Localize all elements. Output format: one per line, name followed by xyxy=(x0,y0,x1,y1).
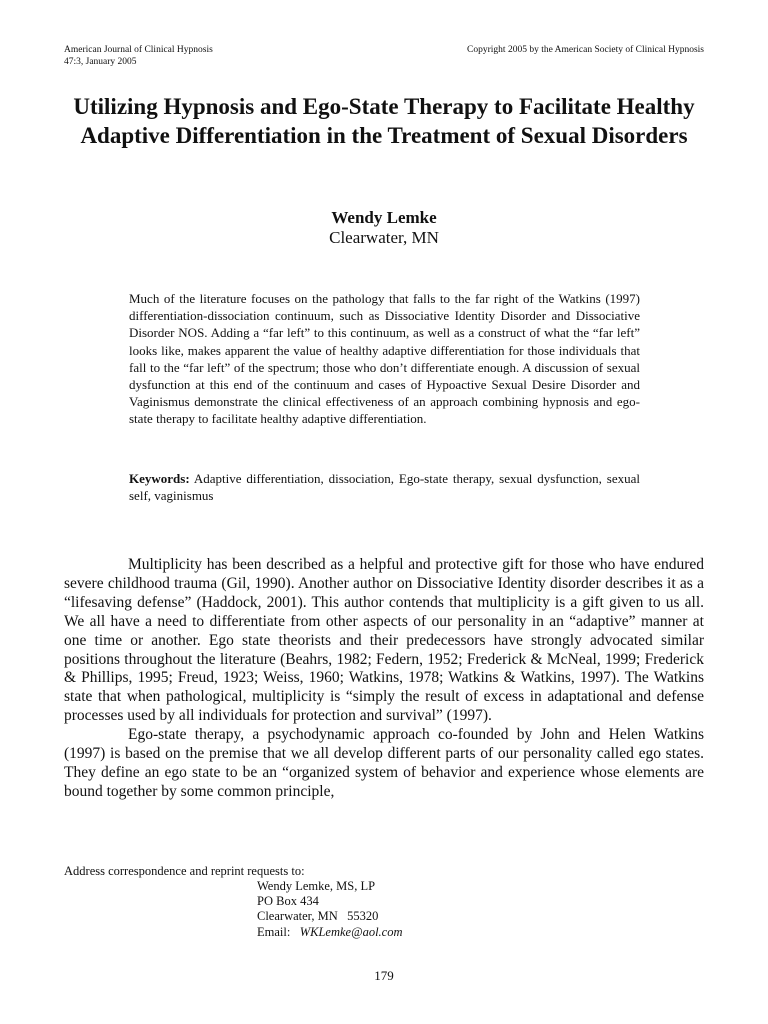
journal-header xyxy=(64,44,213,68)
copyright-notice: Copyright 2005 by the American Society of Clinical Hypnosis xyxy=(467,45,704,55)
body-paragraph: Ego-state therapy, a psychodynamic approach co-founded by John and Helen Watkins (1997) is based on the premise that we all develop different parts of our personality called ego states. They define an ego state to be an “organized system of behavior and experience whose elements are bound together by some common principle, xyxy=(64,726,704,800)
author-affiliation: Clearwater, MN xyxy=(329,228,439,247)
keywords-text: Adaptive differentiation, dissociation, Ego-state therapy, sexual dysfunction, sexual self, vaginismus xyxy=(129,471,640,504)
abstract: Much of the literature focuses on the pathology that falls to the far right of the Watkins (1997) differentiation-dissociation continuum, such as Dissociative Identity Disorder and Dissociative Disorder NOS. Adding a “far left” to this continuum, as well as a construct of what the “far left” looks like, makes apparent the value of healthy adaptive differentiation for those individuals that fall to the “far left” of the spectrum; those who don’t differentiate enough. A discussion of sexual dysfunction at this end of the continuum and cases of Hypoactive Sexual Desire Disorder and Vaginismus demonstrate the clinical effectiveness of an approach combining hypnosis and ego-state therapy to facilitate healthy adaptive differentiation. xyxy=(129,291,640,427)
journal-issue: 47:3, January 2005 xyxy=(64,57,137,67)
page-number: 179 xyxy=(374,968,394,983)
correspondence-email xyxy=(257,925,403,940)
journal-name: American Journal of Clinical Hypnosis xyxy=(64,45,213,55)
author-name: Wendy Lemke xyxy=(331,208,437,227)
body-text xyxy=(64,556,704,802)
email-label: Email: xyxy=(257,924,291,939)
correspondence-po-box: PO Box 434 xyxy=(257,894,319,909)
keywords xyxy=(129,470,640,504)
correspondence-address xyxy=(257,879,403,940)
email-address: WKLemke@aol.com xyxy=(299,924,403,939)
body-paragraph: Multiplicity has been described as a helpful and protective gift for those who have endured severe childhood trauma (Gil, 1990). Another author on Dissociative Identity disorder describes it as a “lifesaving defense” (Haddock, 2001). This author contends that multiplicity is a gift given to us all. We all have a need to differentiate from other aspects of our personality in an “adaptive” manner at one time or another. Ego state theorists and their predecessors have strongly advocated similar positions throughout the literature (Beahrs, 1982; Federn, 1952; Frederick & McNeal, 1999; Frederick & Phillips, 1995; Freud, 1923; Weiss, 1960; Watkins, 1978; Watkins & Watkins, 1997). The Watkins state that when pathological, multiplicity is “simply the result of excess in adaptational and defense processes used by all individuals for protection and survival” (1997). xyxy=(64,556,704,725)
correspondence-city: Clearwater, MN 55320 xyxy=(257,909,379,924)
correspondence-intro: Address correspondence and reprint requests to: xyxy=(64,864,305,878)
keywords-label: Keywords: xyxy=(129,471,190,486)
article-title: Utilizing Hypnosis and Ego-State Therapy to Facilitate Healthy Adaptive Differentiation in the Treatment of Sexual Disorders xyxy=(73,94,695,148)
correspondence-name: Wendy Lemke, MS, LP xyxy=(257,879,376,893)
